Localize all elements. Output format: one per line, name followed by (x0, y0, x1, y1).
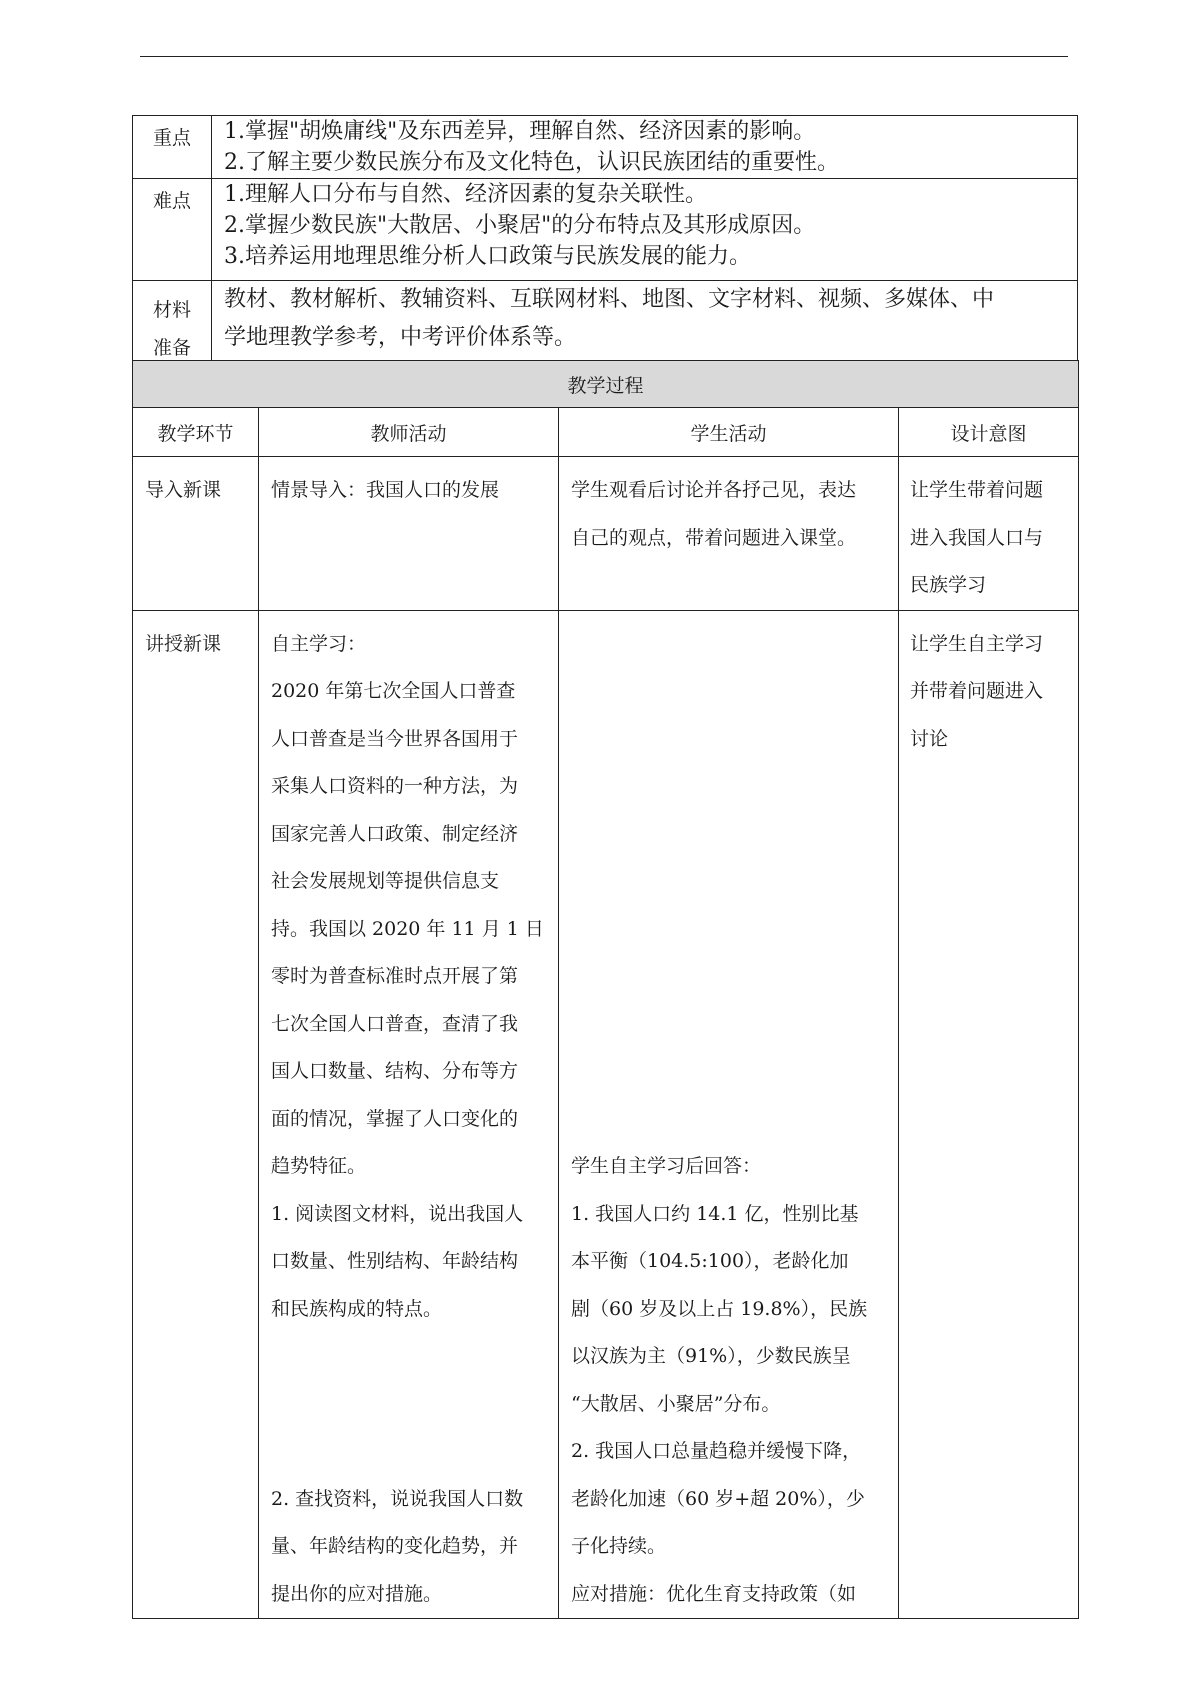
header-intent: 设计意图 (899, 408, 1079, 457)
main-intent-line: 并带着问题进入 (910, 680, 1044, 702)
main-teacher-line: 量、年龄结构的变化趋势，并 (271, 1535, 519, 1557)
materials-row (133, 281, 1078, 368)
main-stage: 讲授新课 (145, 632, 222, 655)
main-teacher-line: 提出你的应对措施。 (271, 1582, 443, 1605)
intro-row (133, 457, 1079, 611)
main-teacher-line: 国人口数量、结构、分布等方 (271, 1060, 519, 1082)
main-teacher-line: 采集人口资料的一种方法，为 (271, 775, 519, 797)
difficulty-label-cell (133, 179, 212, 281)
main-teacher-line: 1. 阅读图文材料，说出我国人 (271, 1202, 524, 1225)
main-teacher-line: 面的情况，掌握了人口变化的 (271, 1107, 519, 1130)
difficulty-line: 1.理解人口分布与自然、经济因素的复杂关联性。 (224, 182, 707, 207)
process-table (132, 360, 1079, 1619)
main-intent-line: 讨论 (910, 727, 949, 750)
header-row (133, 408, 1079, 457)
focus-content (212, 116, 1078, 179)
objectives-table (132, 115, 1078, 368)
materials-line: 教材、教材解析、教辅资料、互联网材料、地图、文字材料、视频、多媒体、中 (224, 287, 995, 312)
intro-student-line: 自己的观点，带着问题进入课堂。 (571, 526, 857, 549)
difficulty-content (212, 179, 1078, 281)
header-student: 学生活动 (559, 408, 899, 457)
process-title: 教学过程 (133, 361, 1079, 408)
main-student-line: 剧（60 岁及以上占 19.8%），民族 (571, 1297, 868, 1320)
main-student-line: 老龄化加速（60 岁+超 20%），少 (571, 1487, 865, 1510)
main-teacher-line: 国家完善人口政策、制定经济 (271, 822, 519, 845)
intro-teacher: 情景导入：我国人口的发展 (271, 479, 500, 501)
difficulty-label: 难点 (152, 190, 191, 212)
intro-intent-line: 民族学习 (910, 574, 987, 596)
materials-content (212, 281, 1078, 368)
main-student-line: “大散居、小聚居”分布。 (571, 1392, 781, 1415)
main-student-line: 学生自主学习后回答： (571, 1155, 762, 1177)
main-row (133, 610, 1079, 1619)
intro-student-line: 学生观看后讨论并各抒己见，表达 (571, 479, 857, 501)
header-stage: 教学环节 (133, 408, 259, 457)
main-teacher-line: 自主学习： (271, 632, 367, 655)
focus-row (133, 116, 1078, 179)
header-teacher: 教师活动 (259, 408, 559, 457)
intro-intent-line: 进入我国人口与 (910, 526, 1044, 549)
materials-label-cell (133, 281, 212, 368)
main-teacher-line: 七次全国人口普查，查清了我 (271, 1012, 519, 1035)
focus-label: 重点 (152, 127, 191, 149)
difficulty-line: 3.培养运用地理思维分析人口政策与民族发展的能力。 (224, 244, 751, 269)
focus-label-cell (133, 116, 212, 179)
main-student-line: 应对措施：优化生育支持政策（如 (571, 1582, 857, 1605)
materials-label: 准备 (152, 337, 191, 359)
main-teacher-line: 口数量、性别结构、年龄结构 (271, 1250, 519, 1272)
difficulty-row (133, 179, 1078, 281)
main-teacher-line: 零时为普查标准时点开展了第 (271, 965, 519, 987)
materials-label: 材料 (152, 299, 191, 321)
main-student-line: 子化持续。 (571, 1535, 667, 1557)
main-student-line: 1. 我国人口约 14.1 亿，性别比基 (571, 1202, 859, 1225)
intro-stage: 导入新课 (145, 479, 222, 501)
main-student-line: 本平衡（104.5:100），老龄化加 (571, 1250, 849, 1272)
main-teacher-line: 人口普查是当今世界各国用于 (271, 727, 519, 750)
main-teacher-line: 和民族构成的特点。 (271, 1297, 443, 1320)
main-intent-line: 让学生自主学习 (910, 632, 1044, 655)
intro-intent-line: 让学生带着问题 (910, 479, 1044, 501)
header-rule (140, 56, 1068, 57)
main-student-line: 以汉族为主（91%），少数民族呈 (571, 1345, 851, 1367)
materials-line: 学地理教学参考，中考评价体系等。 (224, 325, 577, 350)
main-teacher-line: 趋势特征。 (271, 1155, 367, 1177)
focus-line: 1.掌握"胡焕庸线"及东西差异，理解自然、经济因素的影响。 (224, 119, 816, 144)
main-teacher-line: 2. 查找资料，说说我国人口数 (271, 1487, 524, 1510)
difficulty-line: 2.掌握少数民族"大散居、小聚居"的分布特点及其形成原因。 (224, 213, 816, 238)
focus-line: 2.了解主要少数民族分布及文化特色，认识民族团结的重要性。 (224, 150, 839, 175)
main-teacher-line: 持。我国以 2020 年 11 月 1 日 (271, 917, 544, 940)
main-student-line: 2. 我国人口总量趋稳并缓慢下降， (571, 1440, 862, 1462)
main-teacher-line: 2020 年第七次全国人口普查 (271, 680, 516, 702)
main-teacher-line: 社会发展规划等提供信息支 (271, 870, 500, 892)
